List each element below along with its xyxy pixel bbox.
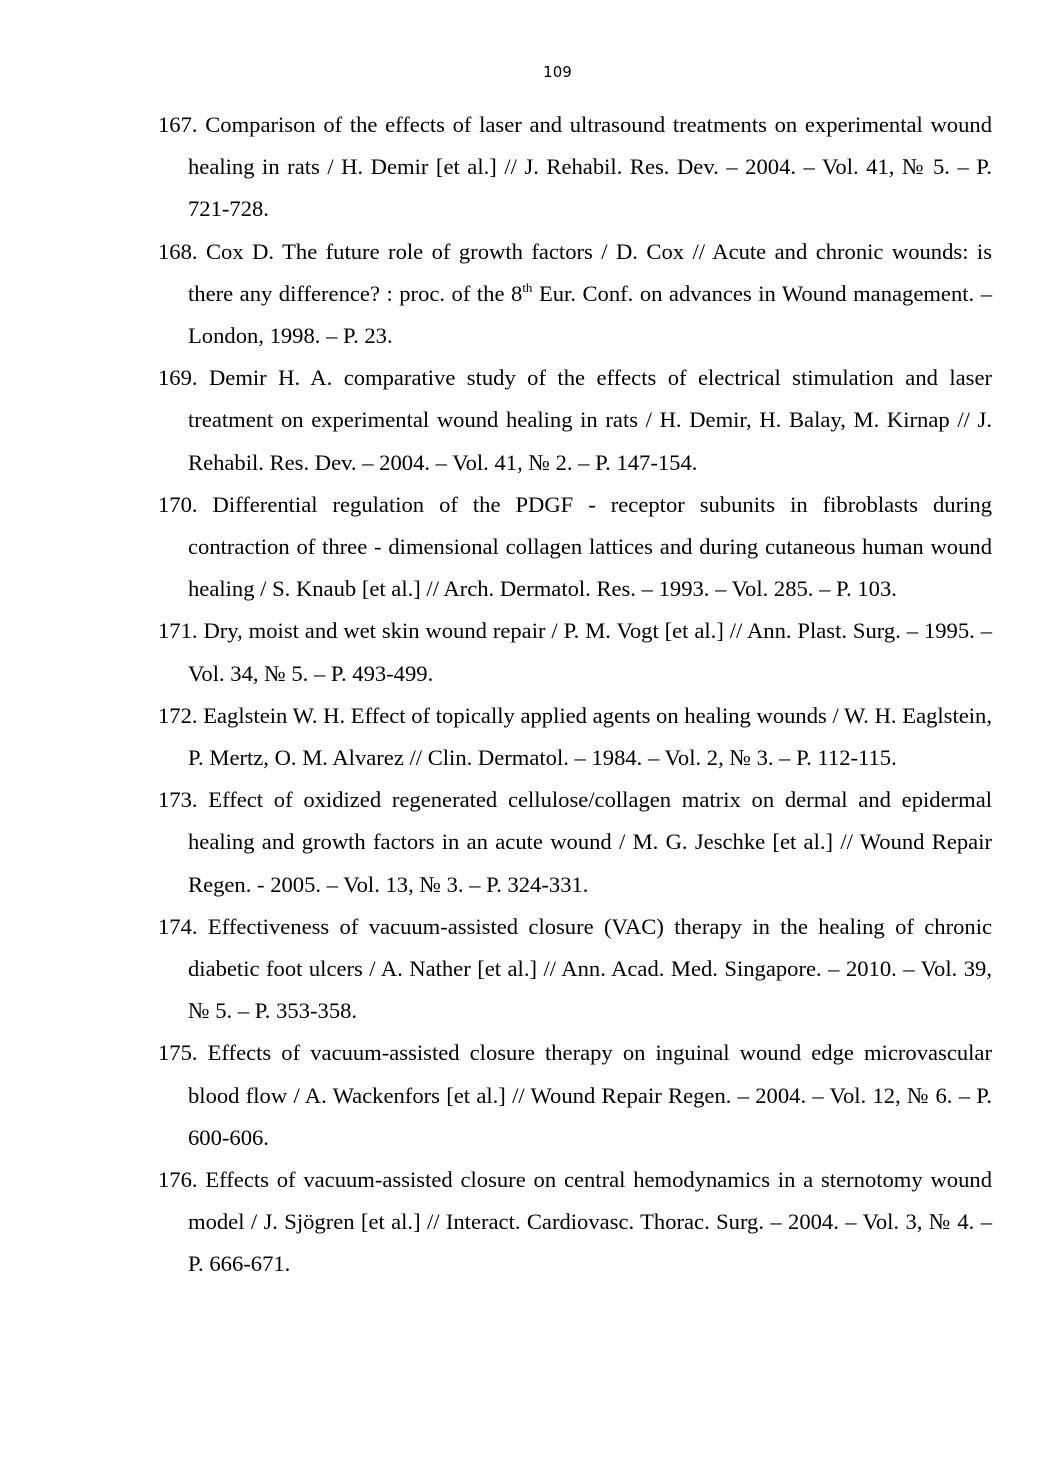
reference-item-168	[158, 231, 992, 358]
reference-text: 174. Effectiveness of vacuum-assisted closure (VAC) therapy in the healing of chronic diabetic foot ulcers / A. Nather [et al.] // Ann. Acad. Med. Singapore. – 2010. – Vol. 39, № 5. – P. 353-358.	[158, 913, 992, 1024]
reference-text: 175. Effects of vacuum-assisted closure therapy on inguinal wound edge microvascular blood flow / A. Wackenfors [et al.] // Wound Repair Regen. – 2004. – Vol. 12, № 6. – P. 600-606.	[158, 1040, 992, 1150]
reference-item-173	[158, 779, 992, 906]
reference-item-169	[158, 357, 992, 484]
reference-text: 172. Eaglstein W. H. Effect of topically applied agents on healing wounds / W. H. Eaglstein, P. Mertz, O. M. Alvarez // Clin. Dermatol. – 1984. – Vol. 2, № 3. – P. 112-115.	[158, 702, 992, 771]
reference-text: 176. Effects of vacuum-assisted closure on central hemodynamics in a sternotomy wound model / J. Sjögren [et al.] // Interact. Cardiovasc. Thorac. Surg. – 2004. – Vol. 3, № 4. – P. 666-671.	[158, 1167, 992, 1277]
reference-text: 169. Demir H. A. comparative study of the effects of electrical stimulation and laser treatment on experimental wound healing in rats / H. Demir, H. Balay, M. Kirnap // J. Rehabil. Res. Dev. – 2004. – Vol. 41, № 2. – P. 147-154.	[158, 365, 992, 475]
reference-text-continued: Eur. Conf. on advances in Wound management. – London, 1998. – P. 23.	[188, 280, 992, 349]
reference-item-167	[158, 104, 992, 231]
reference-text: 168. Cox D. The future role of growth factors / D. Cox // Acute and chronic wounds: is there any difference? : proc. of the 8	[158, 238, 992, 306]
reference-text: 171. Dry, moist and wet skin wound repair / P. M. Vogt [et al.] // Ann. Plast. Surg. – 1995. – Vol. 34, № 5. – P. 493-499.	[158, 618, 992, 686]
reference-item-171	[158, 610, 992, 694]
reference-item-175	[158, 1032, 992, 1159]
reference-item-172	[158, 695, 992, 779]
reference-item-176	[158, 1159, 992, 1286]
reference-text: 167. Comparison of the effects of laser and ultrasound treatments on experimental wound healing in rats / H. Demir [et al.] // J. Rehabil. Res. Dev. – 2004. – Vol. 41, № 5. – P. 721-728.	[158, 112, 992, 222]
ordinal-superscript: th	[522, 279, 533, 295]
reference-list	[158, 104, 992, 1286]
reference-text: 173. Effect of oxidized regenerated cellulose/collagen matrix on dermal and epidermal healing and growth factors in an acute wound / M. G. Jeschke [et al.] // Wound Repair Regen. - 2005. – Vol. 13, № 3. – P. 324-331.	[158, 787, 992, 897]
reference-item-170	[158, 484, 992, 611]
reference-text: 170. Differential regulation of the PDGF - receptor subunits in fibroblasts during contraction of three - dimensional collagen lattices and during cutaneous human wound healing / S. Knaub [et al.] // Arch. Dermatol. Res. – 1993. – Vol. 285. – P. 103.	[158, 491, 992, 602]
page-number: 109	[543, 63, 572, 81]
reference-item-174	[158, 906, 992, 1033]
